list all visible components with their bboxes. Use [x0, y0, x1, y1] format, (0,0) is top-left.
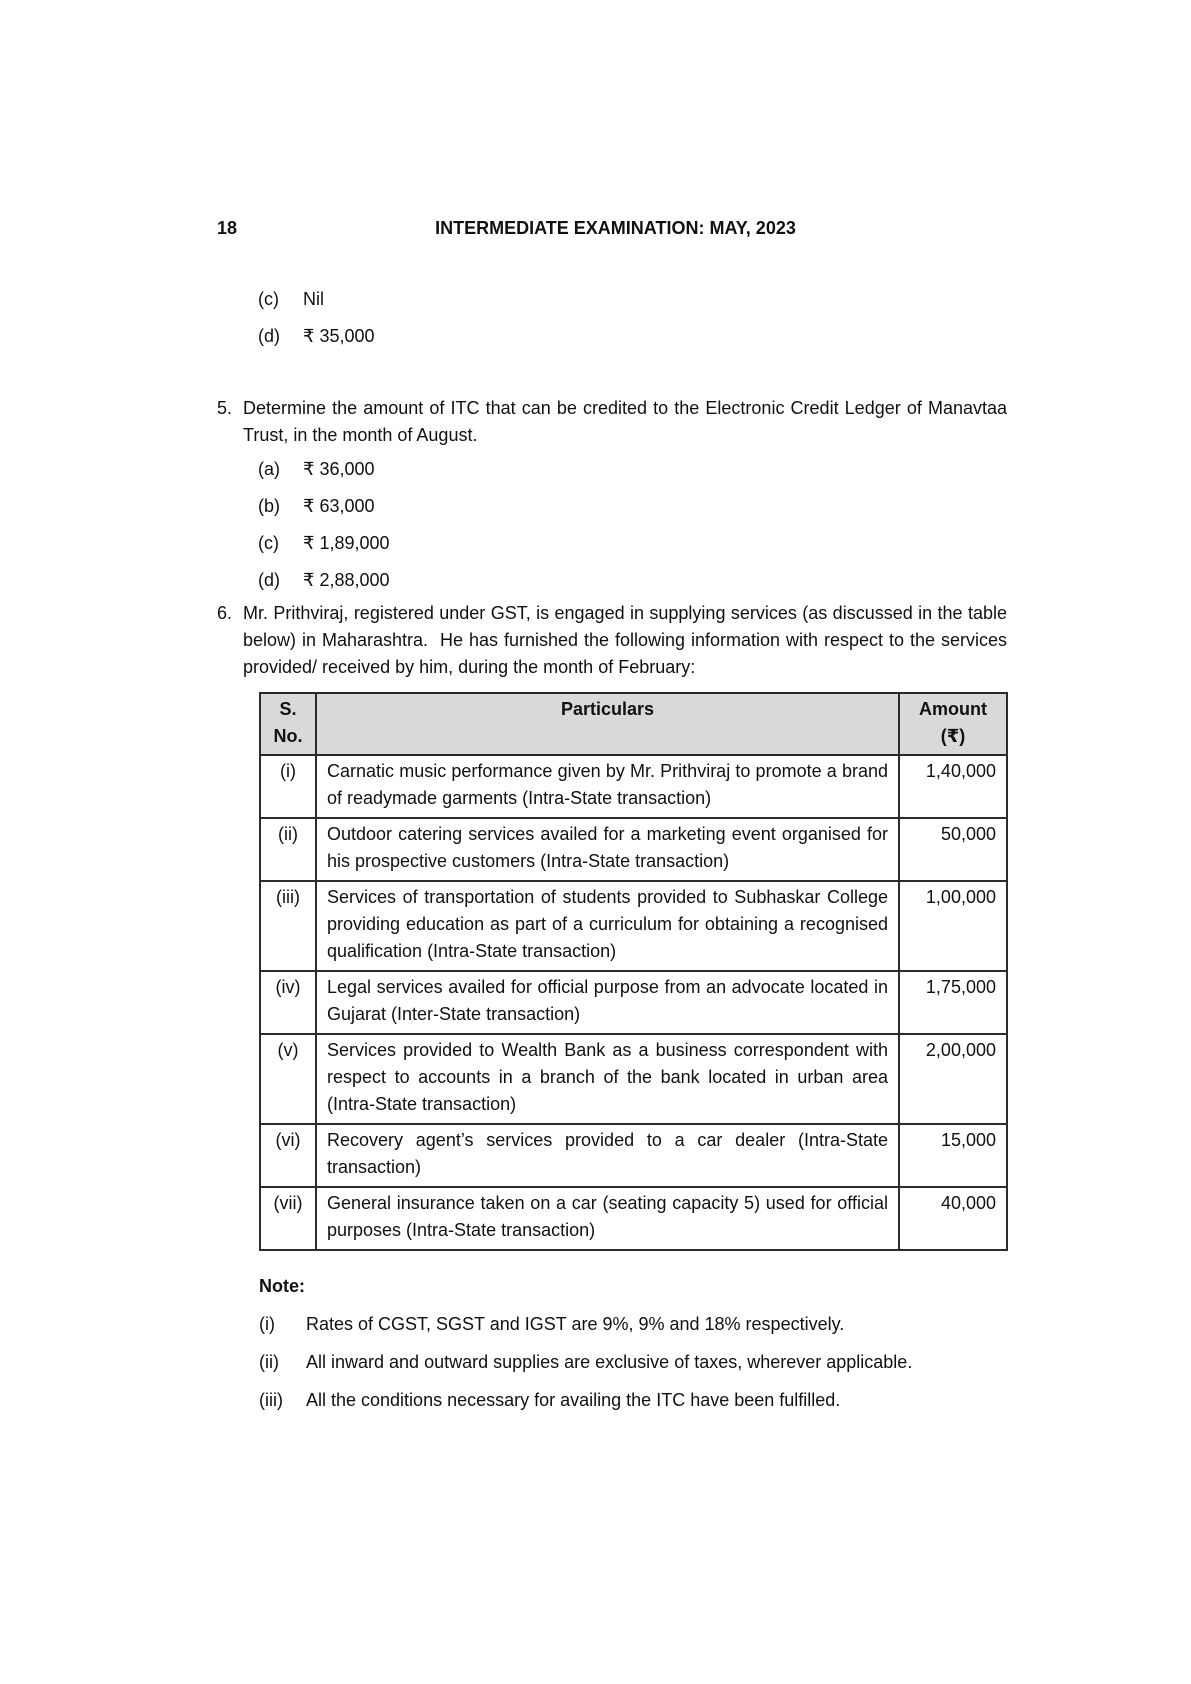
option-marker: (c)	[258, 289, 279, 309]
table-row	[260, 971, 1007, 1034]
table-header-row	[260, 693, 1007, 755]
table-row	[260, 818, 1007, 881]
row-amount: 15,000	[899, 1124, 1007, 1187]
note-marker: (iii)	[259, 1390, 283, 1410]
header-amount-line2: (₹)	[940, 726, 966, 746]
option-marker: (c)	[258, 533, 279, 553]
row-sno: (ii)	[260, 818, 316, 881]
option-marker: (d)	[258, 570, 280, 590]
note-label: Note:	[259, 1276, 305, 1296]
row-amount: 50,000	[899, 818, 1007, 881]
option-text: ₹ 36,000	[303, 459, 375, 479]
header-particulars: Particulars	[316, 693, 899, 755]
row-particulars: Services of transportation of students provided to Subhaskar College providing education as part of a curriculum for obtaining a recognised qualification (Intra-State transaction)	[316, 881, 899, 971]
q5-option-c	[258, 530, 998, 557]
question-5	[217, 395, 1007, 449]
prev-option-c	[258, 286, 998, 313]
header-amount	[899, 693, 1007, 755]
option-marker: (d)	[258, 326, 280, 346]
table-row	[260, 1034, 1007, 1124]
question-text: Mr. Prithviraj, registered under GST, is engaged in supplying services (as discussed in the table below) in Maharashtra. He has furnished the following information with respect to the services provided/ received by him, during the month of February:	[243, 603, 1007, 677]
q5-option-a	[258, 456, 998, 483]
page-number: 18	[217, 218, 238, 238]
row-sno: (iv)	[260, 971, 316, 1034]
table-row	[260, 1124, 1007, 1187]
row-amount: 1,00,000	[899, 881, 1007, 971]
note-text: All inward and outward supplies are exclusive of taxes, wherever applicable.	[306, 1352, 913, 1372]
q5-option-d	[258, 567, 998, 594]
option-text: ₹ 63,000	[303, 496, 375, 516]
row-amount: 1,40,000	[899, 755, 1007, 818]
prev-option-d	[258, 323, 998, 350]
row-sno: (vii)	[260, 1187, 316, 1250]
row-sno: (iii)	[260, 881, 316, 971]
q5-option-b	[258, 493, 998, 520]
question-text: Determine the amount of ITC that can be credited to the Electronic Credit Ledger of Manavtaa Trust, in the month of August.	[243, 398, 1007, 445]
row-amount: 1,75,000	[899, 971, 1007, 1034]
option-marker: (a)	[258, 459, 280, 479]
note-text: Rates of CGST, SGST and IGST are 9%, 9% and 18% respectively.	[306, 1314, 845, 1334]
header-amount-line1: Amount	[919, 699, 987, 719]
table-row	[260, 881, 1007, 971]
row-amount: 2,00,000	[899, 1034, 1007, 1124]
note-marker: (ii)	[259, 1352, 279, 1372]
row-particulars: General insurance taken on a car (seating capacity 5) used for official purposes (Intra-State transaction)	[316, 1187, 899, 1250]
option-text: Nil	[303, 289, 324, 309]
table-row	[260, 755, 1007, 818]
page-header	[0, 215, 1191, 242]
table-row	[260, 1187, 1007, 1250]
note-item-3	[259, 1387, 1006, 1414]
header-sno	[260, 693, 316, 755]
header-sno-line2: No.	[273, 726, 303, 746]
page-title: INTERMEDIATE EXAMINATION: MAY, 2023	[435, 218, 796, 238]
row-particulars: Recovery agent’s services provided to a car dealer (Intra-State transaction)	[316, 1124, 899, 1187]
note-text: All the conditions necessary for availing the ITC have been fulfilled.	[306, 1390, 841, 1410]
row-particulars: Legal services availed for official purpose from an advocate located in Gujarat (Inter-State transaction)	[316, 971, 899, 1034]
question-6	[217, 600, 1007, 681]
option-text: ₹ 2,88,000	[303, 570, 390, 590]
row-particulars: Services provided to Wealth Bank as a business correspondent with respect to accounts in a branch of the bank located in urban area (Intra-State transaction)	[316, 1034, 899, 1124]
option-text: ₹ 1,89,000	[303, 533, 390, 553]
note-marker: (i)	[259, 1314, 275, 1334]
row-amount: 40,000	[899, 1187, 1007, 1250]
option-text: ₹ 35,000	[303, 326, 375, 346]
header-sno-line1: S.	[279, 699, 297, 719]
row-sno: (i)	[260, 755, 316, 818]
row-particulars: Outdoor catering services availed for a marketing event organised for his prospective customers (Intra-State transaction)	[316, 818, 899, 881]
q6-table-section	[259, 692, 1006, 1414]
row-sno: (v)	[260, 1034, 316, 1124]
services-table	[259, 692, 1008, 1251]
question-number: 6.	[217, 603, 233, 623]
row-sno: (vi)	[260, 1124, 316, 1187]
note-item-1	[259, 1311, 1006, 1338]
question-number: 5.	[217, 398, 233, 418]
row-particulars: Carnatic music performance given by Mr. Prithviraj to promote a brand of readymade garments (Intra-State transaction)	[316, 755, 899, 818]
option-marker: (b)	[258, 496, 280, 516]
note-item-2	[259, 1349, 1006, 1376]
